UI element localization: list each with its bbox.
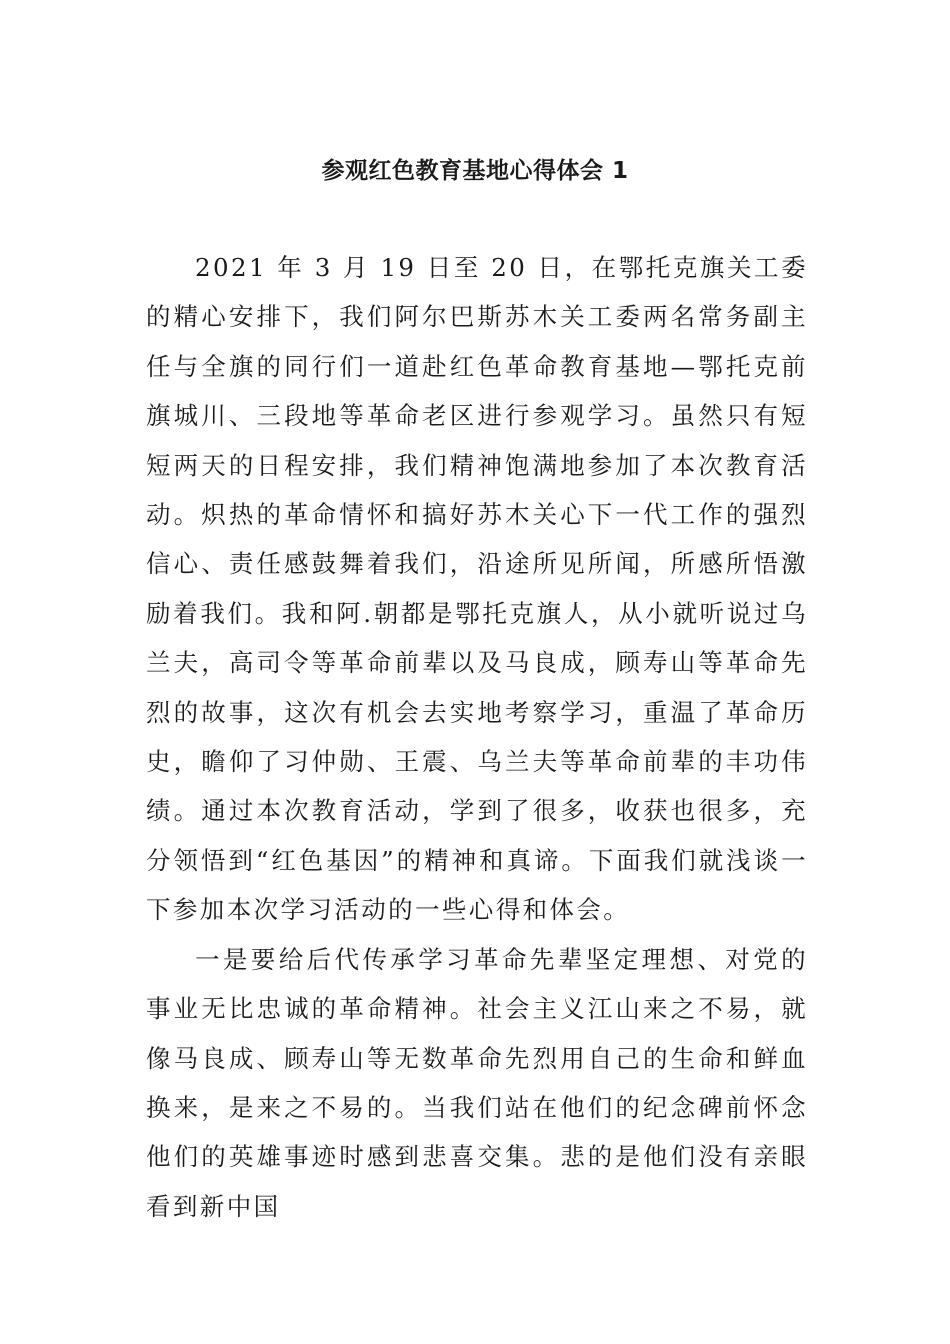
paragraph-point-one: 一是要给后代传承学习革命先辈坚定理想、对党的事业无比忠诚的革命精神。社会主义江山来之不易，就像马良成、顾寿山等无数革命先烈用自己的生命和鲜血换来，是来之不易的。当我们站在他们的纪念碑前怀念他们的英雄事迹时感到悲喜交集。悲的是他们没有亲眼看到新中国 bbox=[146, 944, 808, 1221]
document-body bbox=[146, 243, 808, 1231]
paragraph-intro: 2021 年 3 月 19 日至 20 日，在鄂托克旗关工委的精心安排下，我们阿尔巴斯苏木关工委两名常务副主任与全旗的同行们一道赴红色革命教育基地—鄂托克前旗城川、三段地等革命老区进行参观学习。虽然只有短短两天的日程安排，我们精神饱满地参加了本次教育活动。炽热的革命情怀和搞好苏木关心下一代工作的强烈信心、责任感鼓舞着我们，沿途所见所闻，所感所悟激励着我们。我和阿.朝都是鄂托克旗人，从小就听说过乌兰夫，高司令等革命前辈以及马良成，顾寿山等革命先烈的故事，这次有机会去实地考察学习，重温了革命历史，瞻仰了习仲勋、王震、乌兰夫等革命前辈的丰功伟绩。通过本次教育活动，学到了很多，收获也很多，充分领悟到“红色基因”的精神和真谛。下面我们就浅谈一下参加本次学习活动的一些心得和体会。 bbox=[146, 253, 808, 925]
document-title: 参观红色教育基地心得体会 1 bbox=[321, 158, 629, 184]
